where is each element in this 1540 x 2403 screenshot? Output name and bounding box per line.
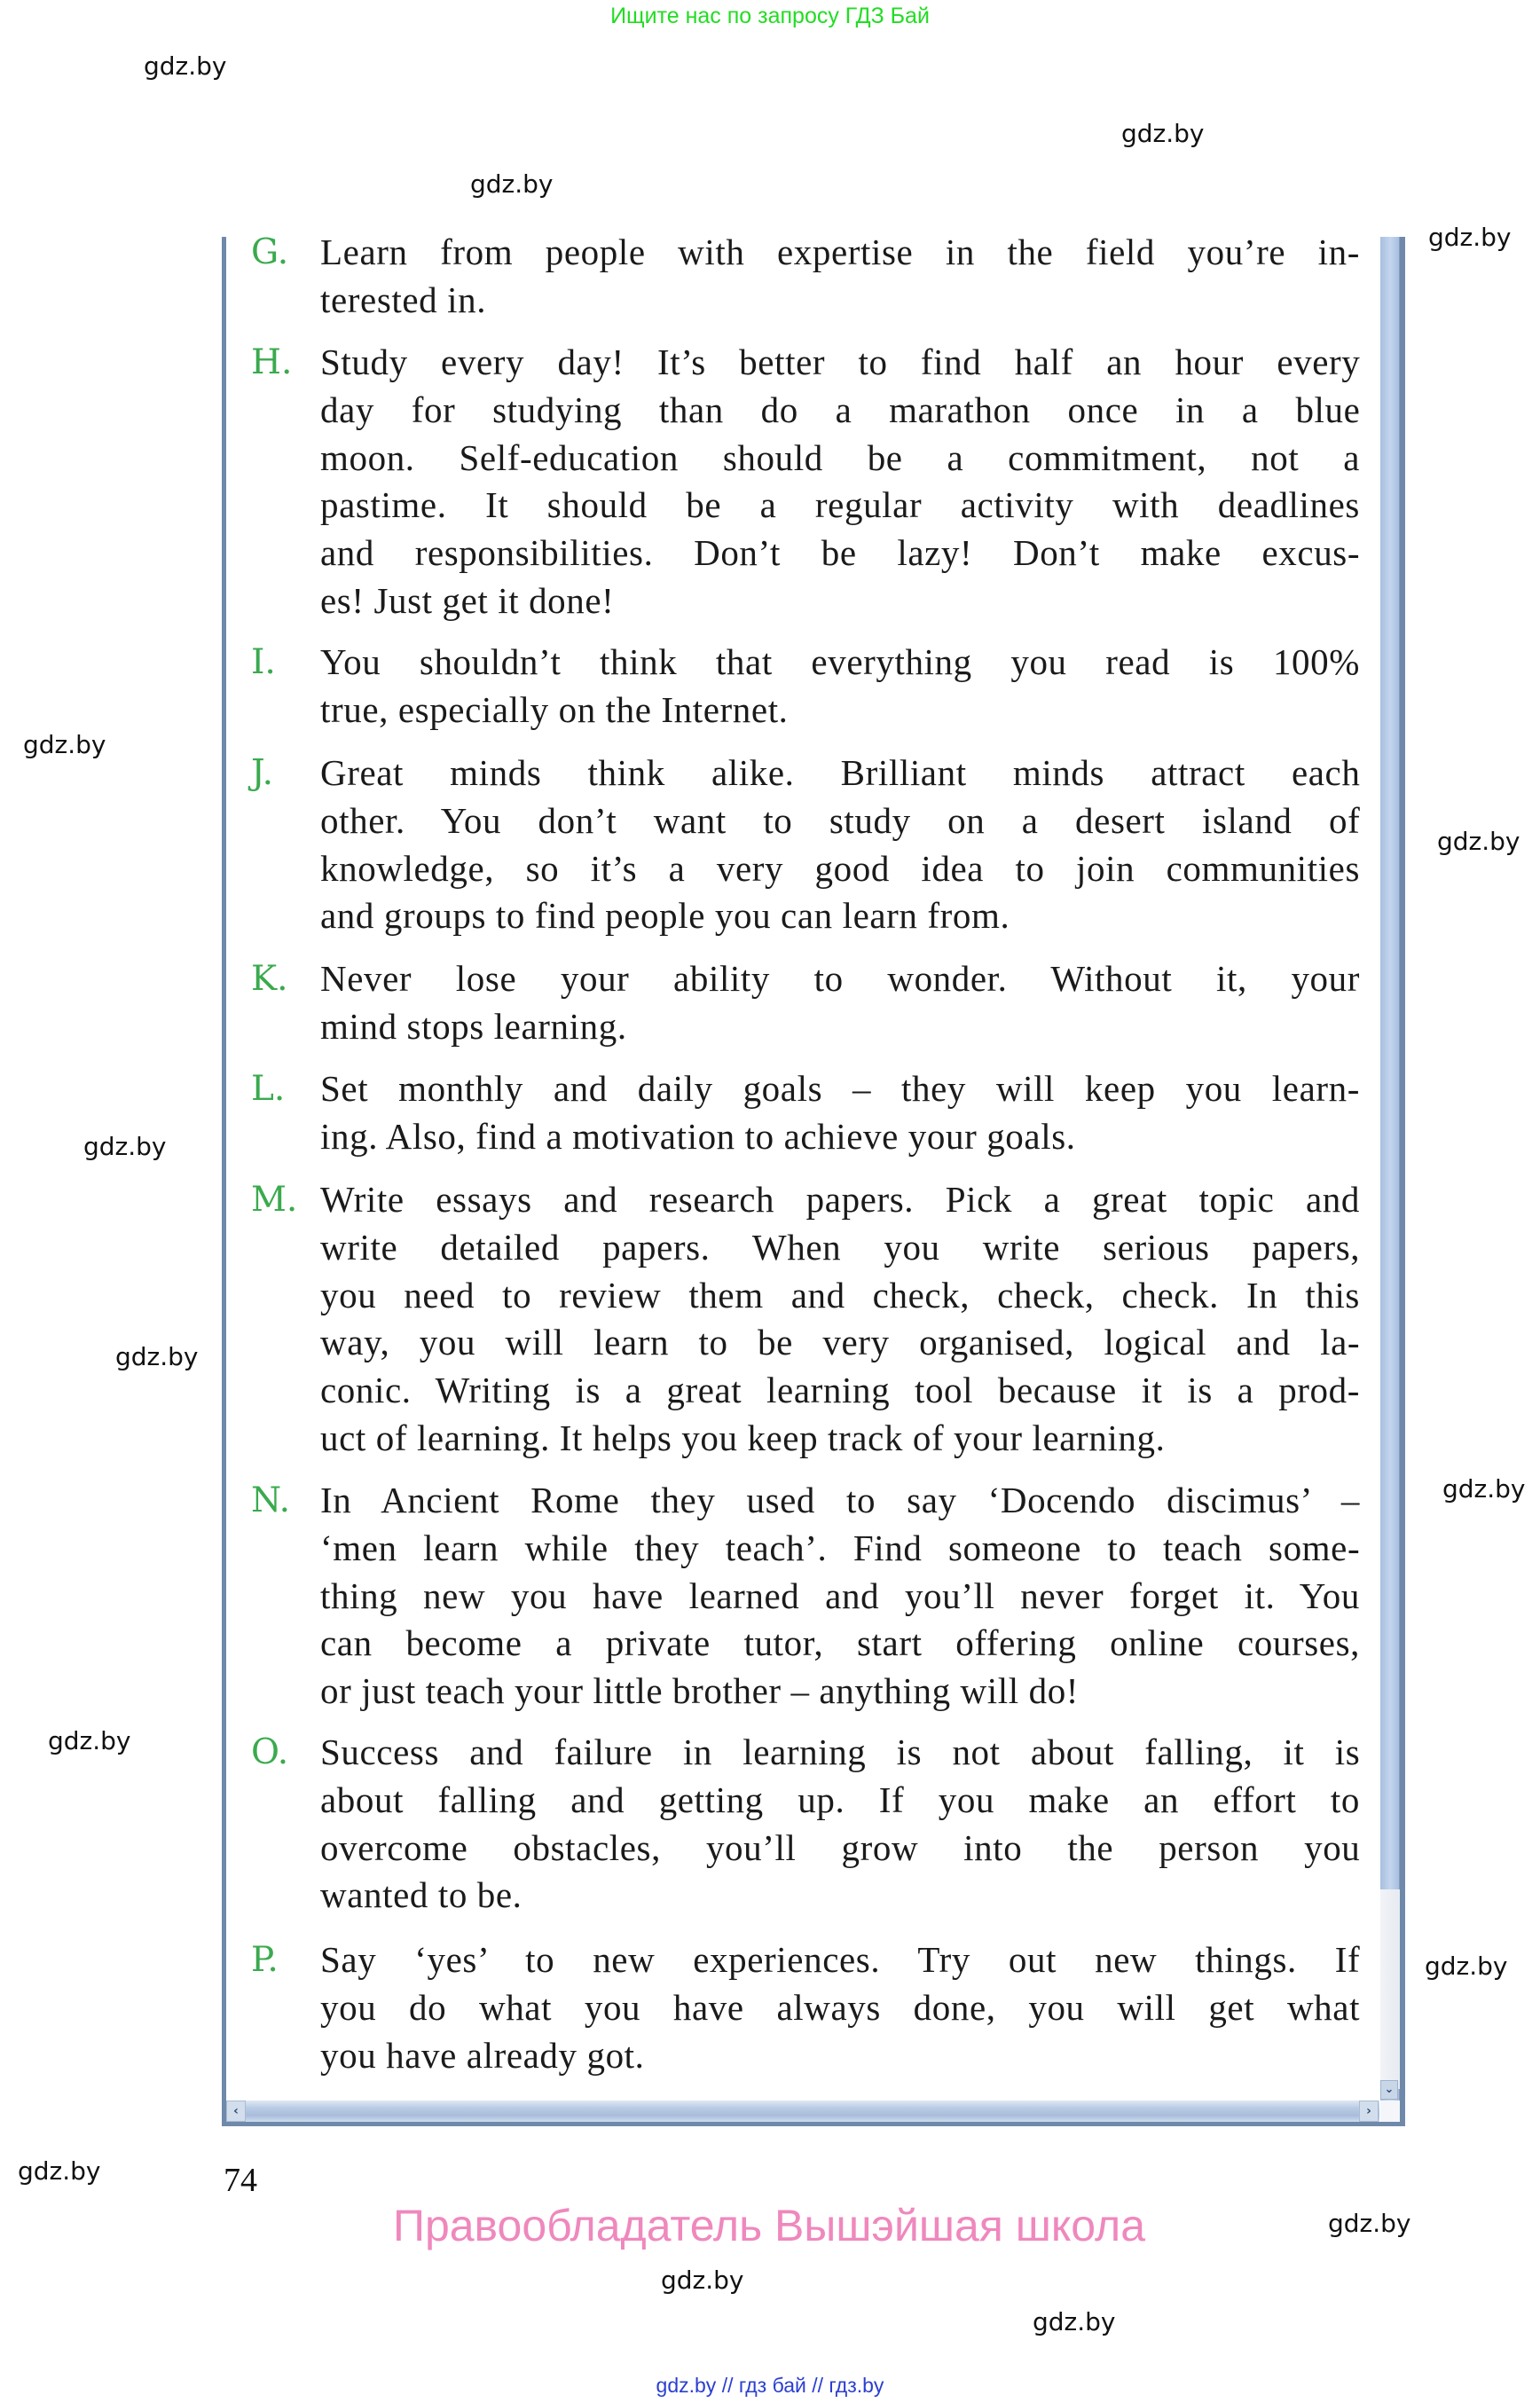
text-line: day for studying than do a marathon once in a blue <box>320 389 1361 430</box>
text-line: other. You don’t want to study on a desert island of <box>320 799 1361 841</box>
text-line: way, you will learn to be very organised, logical and la- <box>320 1322 1361 1363</box>
horizontal-scrollbar-thumb[interactable] <box>226 2101 1379 2122</box>
text-line: wanted to be. <box>320 1874 522 1916</box>
scroll-left-button[interactable] <box>226 2101 246 2122</box>
text-line: In Ancient Rome they used to say ‘Docendo discimus’ – <box>320 1480 1360 1520</box>
footer-links[interactable]: gdz.by // гдз бай // гдз.by <box>656 2374 884 2397</box>
chevron-left-icon: ‹ <box>233 2104 239 2118</box>
item-letter: K. <box>251 959 288 999</box>
item-text <box>320 639 1360 734</box>
text-line: overcome obstacles, you’ll grow into the person you <box>320 1826 1361 1868</box>
item-letter: L. <box>251 1069 286 1109</box>
list-item <box>251 1729 1360 1920</box>
item-letter: N. <box>251 1480 291 1520</box>
chevron-down-icon: ⌄ <box>1384 2083 1395 2096</box>
item-text <box>320 1176 1360 1463</box>
text-line: moon. Self-education should be a commitment, not a <box>320 436 1360 478</box>
item-text <box>320 1065 1360 1161</box>
watermark: gdz.by <box>1121 119 1205 148</box>
item-text <box>320 750 1360 940</box>
item-letter: J. <box>251 753 274 793</box>
text-line: pastime. It should be a regular activity with deadlines <box>320 484 1360 526</box>
text-line: Success and failure in learning is not about falling, it is <box>320 1732 1361 1772</box>
list-item <box>251 1477 1360 1716</box>
top-banner: Ищите нас по запросу ГДЗ Бай <box>610 4 930 28</box>
copyright-holder: Правообладатель Вышэйшая школа <box>393 2201 1145 2250</box>
page-number: 74 <box>224 2162 257 2199</box>
item-text <box>320 1477 1360 1716</box>
text-line: you need to review them and check, check, check. In this <box>320 1274 1360 1315</box>
list-item <box>251 1065 1360 1161</box>
item-letter: I. <box>251 642 276 682</box>
list-item <box>251 750 1360 940</box>
watermark: gdz.by <box>1437 827 1520 856</box>
list-item <box>251 955 1360 1051</box>
chevron-right-icon: › <box>1366 2104 1371 2118</box>
watermark: gdz.by <box>83 1132 167 1161</box>
text-line: Study every day! It’s better to find half an hour every <box>320 342 1361 382</box>
watermark: gdz.by <box>470 169 554 199</box>
text-line: You shouldn’t think that everything you read is 100% <box>320 641 1360 682</box>
text-line: Great minds think alike. Brilliant minds attract each <box>320 752 1361 793</box>
text-line: terested in. <box>320 279 487 320</box>
watermark: gdz.by <box>23 730 106 759</box>
watermark: gdz.by <box>48 1726 131 1755</box>
text-line: and responsibilities. Don’t be lazy! Don’t make excus- <box>320 532 1361 574</box>
text-line: Say ‘yes’ to new experiences. Try out new things. If <box>320 1939 1361 1980</box>
text-line: write detailed papers. When you write serious papers, <box>320 1226 1361 1268</box>
text-line: about falling and getting up. If you make an effort to <box>320 1779 1360 1820</box>
watermark: gdz.by <box>661 2266 744 2295</box>
text-line: uct of learning. It helps you keep track of your learning. <box>320 1417 1166 1458</box>
text-line: Write essays and research papers. Pick a great topic and <box>320 1179 1360 1220</box>
watermark: gdz.by <box>1428 223 1512 252</box>
vertical-scrollbar-track[interactable] <box>1380 1889 1400 2089</box>
list-item <box>251 639 1360 734</box>
item-text <box>320 339 1360 625</box>
text-line: thing new you have learned and you’ll never forget it. You <box>320 1575 1360 1616</box>
text-line: Learn from people with expertise in the field you’re in- <box>320 232 1360 272</box>
item-letter: M. <box>251 1180 298 1220</box>
list-item <box>251 229 1360 325</box>
item-text <box>320 955 1360 1051</box>
item-letter: P. <box>251 1940 279 1980</box>
item-letter: G. <box>251 232 289 272</box>
scrollbar-corner <box>1380 2101 1400 2122</box>
text-line: knowledge, so it’s a very good idea to join communities <box>320 847 1360 889</box>
list-item <box>251 1176 1360 1463</box>
watermark: gdz.by <box>18 2156 101 2186</box>
list-item <box>251 339 1360 625</box>
watermark: gdz.by <box>1033 2307 1116 2336</box>
text-line: you do what you have always done, you will get what <box>320 1986 1361 2028</box>
item-letter: O. <box>251 1732 289 1772</box>
scroll-right-button[interactable] <box>1359 2101 1379 2122</box>
text-line: mind stops learning. <box>320 1005 627 1047</box>
item-text <box>320 1729 1360 1920</box>
text-line: ing. Also, find a motivation to achieve your goals. <box>320 1115 1076 1157</box>
item-text <box>320 229 1360 325</box>
text-line: ‘men learn while they teach’. Find someone to teach some- <box>320 1527 1361 1568</box>
text-line: true, especially on the Internet. <box>320 688 789 730</box>
watermark: gdz.by <box>1442 1474 1526 1504</box>
item-text <box>320 1936 1360 2079</box>
text-line: and groups to find people you can learn from. <box>320 895 1010 937</box>
text-line: can become a private tutor, start offering online courses, <box>320 1622 1360 1664</box>
text-line: or just teach your little brother – anything will do! <box>320 1670 1080 1712</box>
panel-right-border <box>1400 237 1405 2126</box>
text-line: you have already got. <box>320 2034 645 2076</box>
text-line: Set monthly and daily goals – they will keep you learn- <box>320 1068 1360 1109</box>
text-line: conic. Writing is a great learning tool because it is a prod- <box>320 1370 1361 1411</box>
panel-bottom-border <box>222 2122 1405 2126</box>
text-line: Never lose your ability to wonder. Without it, your <box>320 958 1360 999</box>
text-line: es! Just get it done! <box>320 579 615 621</box>
watermark: gdz.by <box>115 1342 199 1371</box>
list-item <box>251 1936 1360 2079</box>
watermark: gdz.by <box>1328 2209 1411 2238</box>
item-letter: H. <box>251 342 293 382</box>
watermark: gdz.by <box>1425 1951 1508 1981</box>
scroll-down-button[interactable] <box>1380 2080 1398 2100</box>
watermark: gdz.by <box>144 51 227 81</box>
